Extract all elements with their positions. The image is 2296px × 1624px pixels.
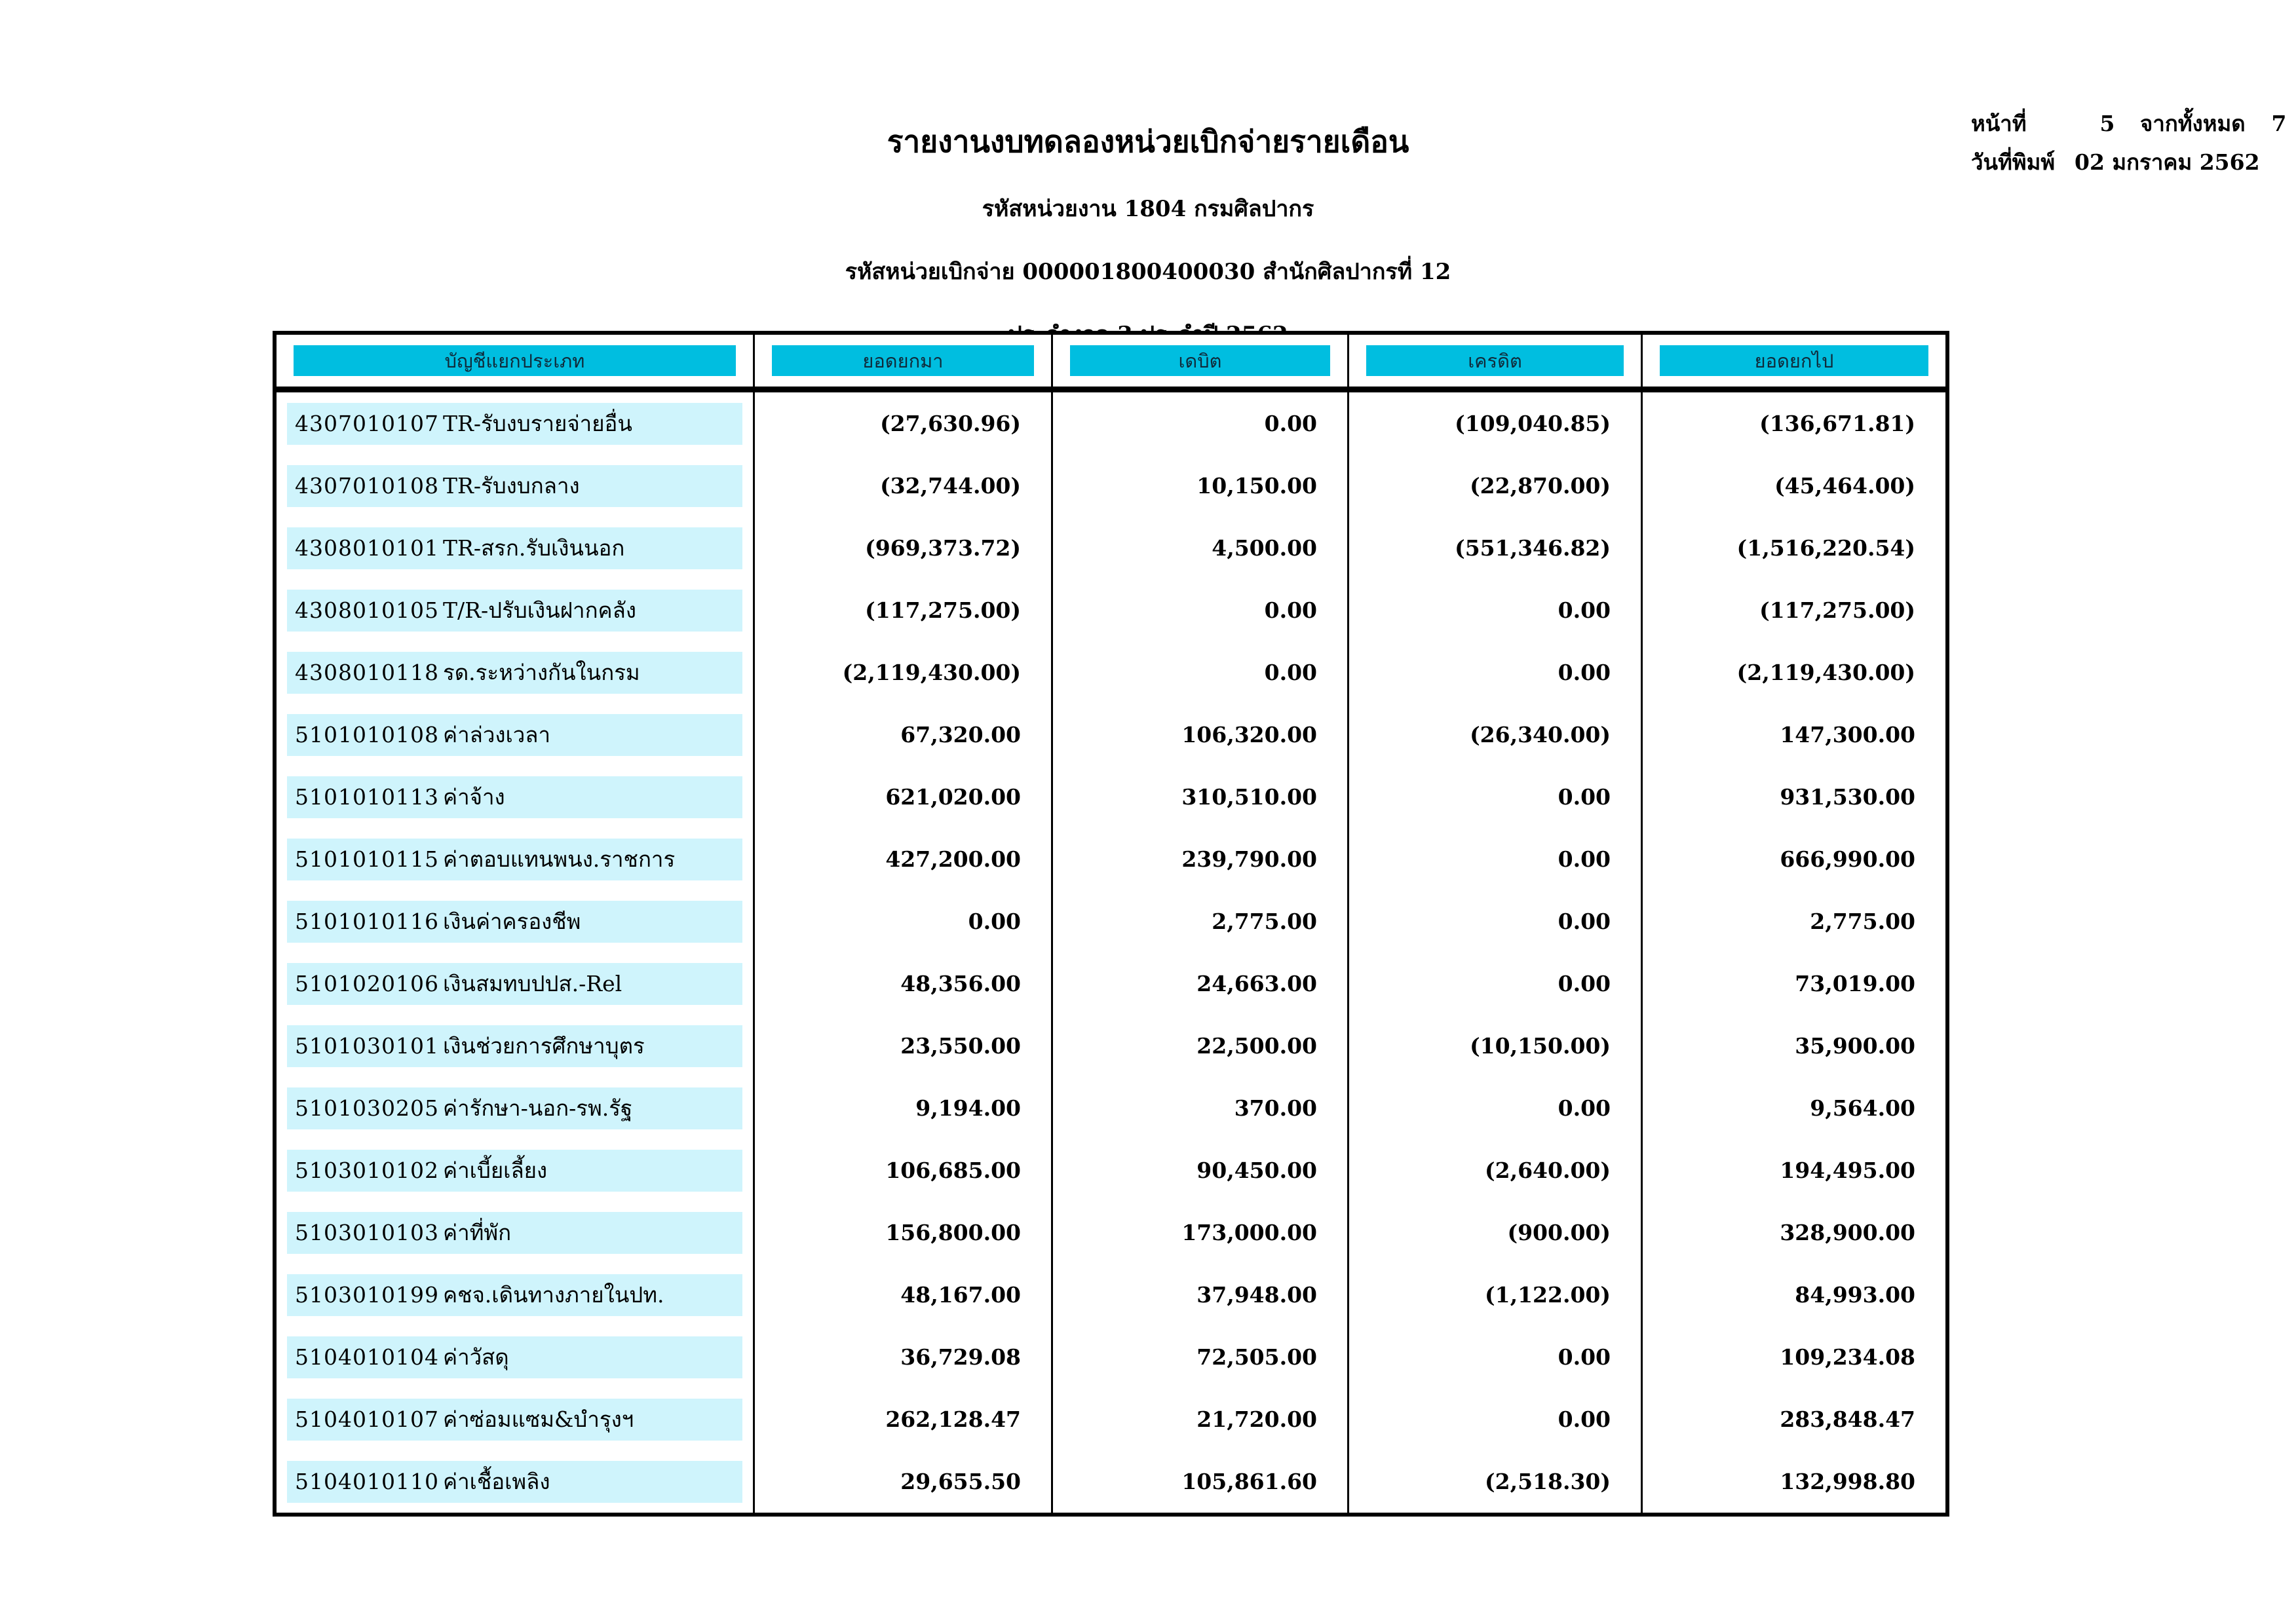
opening-balance-cell: 106,685.00 <box>755 1139 1053 1201</box>
header-cell-debit <box>1053 335 1349 387</box>
opening-balance-cell: 262,128.47 <box>755 1388 1053 1450</box>
account-name: ค่าจ้าง <box>443 784 505 810</box>
closing-balance-cell: 73,019.00 <box>1795 971 1915 996</box>
account-cell <box>277 890 755 953</box>
debit-cell: 10,150.00 <box>1053 455 1349 517</box>
credit-cell: (22,870.00) <box>1349 455 1643 517</box>
account-cell <box>277 953 755 1015</box>
account-name: ค่าตอบแทนพนง.ราชการ <box>443 846 676 872</box>
account-cell <box>277 1139 755 1201</box>
opening-balance-cell: 0.00 <box>755 890 1053 953</box>
account-name: ค่ารักษา-นอก-รพ.รัฐ <box>443 1095 633 1121</box>
closing-balance-cell: 283,848.47 <box>1780 1407 1915 1432</box>
closing-balance-cell: 2,775.00 <box>1810 909 1915 934</box>
account-cell <box>277 455 755 517</box>
report-subtitle-disbursement-unit: รหัสหน่วยเบิกจ่าย 000001800400030 สำนักศิลปากรที่ 12 <box>845 259 1451 285</box>
credit-cell: (1,122.00) <box>1349 1264 1643 1326</box>
debit-cell: 0.00 <box>1053 392 1349 455</box>
account-cell <box>277 1077 755 1139</box>
account-highlight <box>287 839 742 880</box>
account-highlight <box>287 403 742 445</box>
debit-cell: 239,790.00 <box>1053 828 1349 890</box>
account-code: 5101010108 <box>295 722 439 747</box>
credit-cell: (551,346.82) <box>1349 517 1643 579</box>
table-row <box>277 1388 1945 1450</box>
closing-balance-cell: (45,464.00) <box>1774 473 1915 499</box>
table-row <box>277 1139 1945 1201</box>
debit-cell: 106,320.00 <box>1053 704 1349 766</box>
account-cell <box>277 392 755 455</box>
account-cell <box>277 1264 755 1326</box>
opening-balance-cell: (32,744.00) <box>755 455 1053 517</box>
account-highlight <box>287 963 742 1005</box>
account-code: 5103010102 <box>295 1158 439 1183</box>
closing-balance-cell: 109,234.08 <box>1780 1344 1915 1370</box>
debit-cell: 37,948.00 <box>1053 1264 1349 1326</box>
print-date: 02 มกราคม 2562 <box>2075 149 2260 175</box>
account-highlight <box>287 1087 742 1129</box>
account-highlight <box>287 1150 742 1192</box>
account-name: เงินช่วยการศึกษาบุตร <box>443 1033 645 1059</box>
account-name: ค่าวัสดุ <box>443 1344 509 1370</box>
credit-cell: 0.00 <box>1349 890 1643 953</box>
debit-cell: 21,720.00 <box>1053 1388 1349 1450</box>
account-cell <box>277 1450 755 1513</box>
table-row <box>277 455 1945 517</box>
opening-balance-cell: 29,655.50 <box>755 1450 1053 1513</box>
table-row <box>277 766 1945 828</box>
account-cell <box>277 579 755 641</box>
account-code: 5104010107 <box>295 1407 439 1432</box>
account-highlight <box>287 714 742 756</box>
account-highlight <box>287 1336 742 1378</box>
account-cell <box>277 828 755 890</box>
credit-cell: 0.00 <box>1349 1077 1643 1139</box>
closing-balance-cell: 84,993.00 <box>1795 1282 1915 1308</box>
debit-cell: 22,500.00 <box>1053 1015 1349 1077</box>
account-code: 5104010110 <box>295 1469 439 1494</box>
table-row <box>277 953 1945 1015</box>
debit-cell: 72,505.00 <box>1053 1326 1349 1388</box>
table-row <box>277 828 1945 890</box>
account-name: T/R-ปรับเงินฝากคลัง <box>443 597 636 623</box>
header-label-closing-balance: ยอดยกไป <box>1660 345 1928 376</box>
account-name: TR-รับงบกลาง <box>443 473 580 499</box>
table-row <box>277 890 1945 953</box>
credit-cell: 0.00 <box>1349 766 1643 828</box>
debit-cell: 173,000.00 <box>1053 1201 1349 1264</box>
closing-balance-cell: 132,998.80 <box>1780 1469 1915 1494</box>
account-name: ค่าที่พัก <box>443 1220 512 1245</box>
account-highlight <box>287 465 742 507</box>
account-cell <box>277 704 755 766</box>
account-code: 4307010107 <box>295 411 439 436</box>
debit-cell: 310,510.00 <box>1053 766 1349 828</box>
account-highlight <box>287 1274 742 1316</box>
opening-balance-cell: (2,119,430.00) <box>755 641 1053 704</box>
credit-cell: (2,518.30) <box>1349 1450 1643 1513</box>
account-highlight <box>287 776 742 818</box>
account-cell <box>277 517 755 579</box>
debit-cell: 4,500.00 <box>1053 517 1349 579</box>
debit-cell: 370.00 <box>1053 1077 1349 1139</box>
closing-balance-cell: 666,990.00 <box>1780 846 1915 872</box>
credit-cell: 0.00 <box>1349 1388 1643 1450</box>
table-row <box>277 704 1945 766</box>
closing-balance-cell: (1,516,220.54) <box>1736 535 1915 561</box>
credit-cell: 0.00 <box>1349 1326 1643 1388</box>
opening-balance-cell: (27,630.96) <box>755 392 1053 455</box>
opening-balance-cell: 427,200.00 <box>755 828 1053 890</box>
credit-cell: (109,040.85) <box>1349 392 1643 455</box>
credit-cell: 0.00 <box>1349 579 1643 641</box>
opening-balance-cell: 9,194.00 <box>755 1077 1053 1139</box>
credit-cell: (900.00) <box>1349 1201 1643 1264</box>
opening-balance-cell: 23,550.00 <box>755 1015 1053 1077</box>
table-row <box>277 579 1945 641</box>
account-name: ค่าซ่อมแซม&บำรุงฯ <box>443 1407 634 1432</box>
opening-balance-cell: 48,356.00 <box>755 953 1053 1015</box>
closing-balance-cell: (2,119,430.00) <box>1736 660 1915 685</box>
table-row <box>277 1264 1945 1326</box>
trial-balance-table <box>273 331 1949 1517</box>
account-cell <box>277 766 755 828</box>
opening-balance-cell: (117,275.00) <box>755 579 1053 641</box>
credit-cell: (26,340.00) <box>1349 704 1643 766</box>
account-code: 5101010113 <box>295 784 439 810</box>
credit-cell: 0.00 <box>1349 641 1643 704</box>
account-name: เงินสมทบปปส.-Rel <box>443 971 622 996</box>
closing-balance-cell: (117,275.00) <box>1759 597 1915 623</box>
account-cell <box>277 1326 755 1388</box>
header-cell-account <box>277 335 755 387</box>
opening-balance-cell: 156,800.00 <box>755 1201 1053 1264</box>
debit-cell: 2,775.00 <box>1053 890 1349 953</box>
account-name: ค่าล่วงเวลา <box>443 722 551 747</box>
closing-balance-cell: 931,530.00 <box>1780 784 1915 810</box>
report-subtitle-agency: รหัสหน่วยงาน 1804 กรมศิลปากร <box>982 196 1314 222</box>
account-code: 4308010118 <box>295 660 439 685</box>
header-cell-credit <box>1349 335 1643 387</box>
header-cell-opening-balance <box>755 335 1053 387</box>
account-code: 5103010103 <box>295 1220 439 1245</box>
opening-balance-cell: (969,373.72) <box>755 517 1053 579</box>
account-highlight <box>287 1212 742 1254</box>
account-highlight <box>287 901 742 943</box>
total-pages: 7 <box>2271 111 2287 136</box>
account-cell <box>277 641 755 704</box>
closing-balance-cell: 328,900.00 <box>1780 1220 1915 1245</box>
account-highlight <box>287 652 742 694</box>
table-header-row <box>277 335 1945 392</box>
credit-cell: 0.00 <box>1349 953 1643 1015</box>
table-row <box>277 1015 1945 1077</box>
closing-balance-cell: (136,671.81) <box>1759 411 1915 436</box>
credit-cell: (2,640.00) <box>1349 1139 1643 1201</box>
header-label-account: บัญชีแยกประเภท <box>294 345 736 376</box>
account-code: 5103010199 <box>295 1282 439 1308</box>
account-cell <box>277 1388 755 1450</box>
table-row <box>277 1326 1945 1388</box>
account-name: คชจ.เดินทางภายในปท. <box>443 1282 664 1308</box>
total-pages-label: จากทั้งหมด <box>2140 111 2246 136</box>
account-code: 4307010108 <box>295 473 439 499</box>
account-name: รด.ระหว่างกันในกรม <box>443 660 640 685</box>
table-row <box>277 1450 1945 1513</box>
report-title: รายงานงบทดลองหน่วยเบิกจ่ายรายเดือน <box>887 124 1409 159</box>
table-body <box>277 392 1945 1513</box>
closing-balance-cell: 35,900.00 <box>1795 1033 1915 1059</box>
account-name: TR-สรก.รับเงินนอก <box>443 535 625 561</box>
table-row <box>277 641 1945 704</box>
debit-cell: 24,663.00 <box>1053 953 1349 1015</box>
account-highlight <box>287 1399 742 1441</box>
account-code: 5101030205 <box>295 1095 439 1121</box>
header-label-credit: เครดิต <box>1366 345 1624 376</box>
closing-balance-cell: 147,300.00 <box>1780 722 1915 747</box>
account-code: 5101020106 <box>295 971 439 996</box>
account-highlight <box>287 1461 742 1503</box>
debit-cell: 105,861.60 <box>1053 1450 1349 1513</box>
account-cell <box>277 1201 755 1264</box>
table-row <box>277 1077 1945 1139</box>
debit-cell: 0.00 <box>1053 579 1349 641</box>
opening-balance-cell: 36,729.08 <box>755 1326 1053 1388</box>
print-date-label: วันที่พิมพ์ <box>1971 149 2056 175</box>
page-number: 5 <box>2099 111 2115 136</box>
account-name: ค่าเชื้อเพลิง <box>443 1469 550 1494</box>
account-highlight <box>287 590 742 632</box>
account-highlight <box>287 1025 742 1067</box>
account-name: ค่าเบี้ยเลี้ยง <box>443 1158 548 1183</box>
account-code: 5101010116 <box>295 909 439 934</box>
opening-balance-cell: 621,020.00 <box>755 766 1053 828</box>
opening-balance-cell: 67,320.00 <box>755 704 1053 766</box>
debit-cell: 0.00 <box>1053 641 1349 704</box>
opening-balance-cell: 48,167.00 <box>755 1264 1053 1326</box>
account-code: 5104010104 <box>295 1344 439 1370</box>
account-code: 5101030101 <box>295 1033 439 1059</box>
account-highlight <box>287 527 742 569</box>
debit-cell: 90,450.00 <box>1053 1139 1349 1201</box>
account-name: TR-รับงบรายจ่ายอื่น <box>443 411 632 436</box>
account-code: 5101010115 <box>295 846 439 872</box>
table-row <box>277 1201 1945 1264</box>
table-row <box>277 517 1945 579</box>
closing-balance-cell: 194,495.00 <box>1780 1158 1915 1183</box>
page-label: หน้าที่ <box>1971 111 2027 136</box>
header-cell-closing-balance <box>1643 335 1945 387</box>
header-label-opening-balance: ยอดยกมา <box>772 345 1034 376</box>
account-cell <box>277 1015 755 1077</box>
closing-balance-cell: 9,564.00 <box>1810 1095 1915 1121</box>
table-row <box>277 392 1945 455</box>
account-code: 4308010105 <box>295 597 439 623</box>
account-name: เงินค่าครองชีพ <box>443 909 581 934</box>
header-label-debit: เดบิต <box>1070 345 1330 376</box>
account-code: 4308010101 <box>295 535 439 561</box>
credit-cell: 0.00 <box>1349 828 1643 890</box>
credit-cell: (10,150.00) <box>1349 1015 1643 1077</box>
